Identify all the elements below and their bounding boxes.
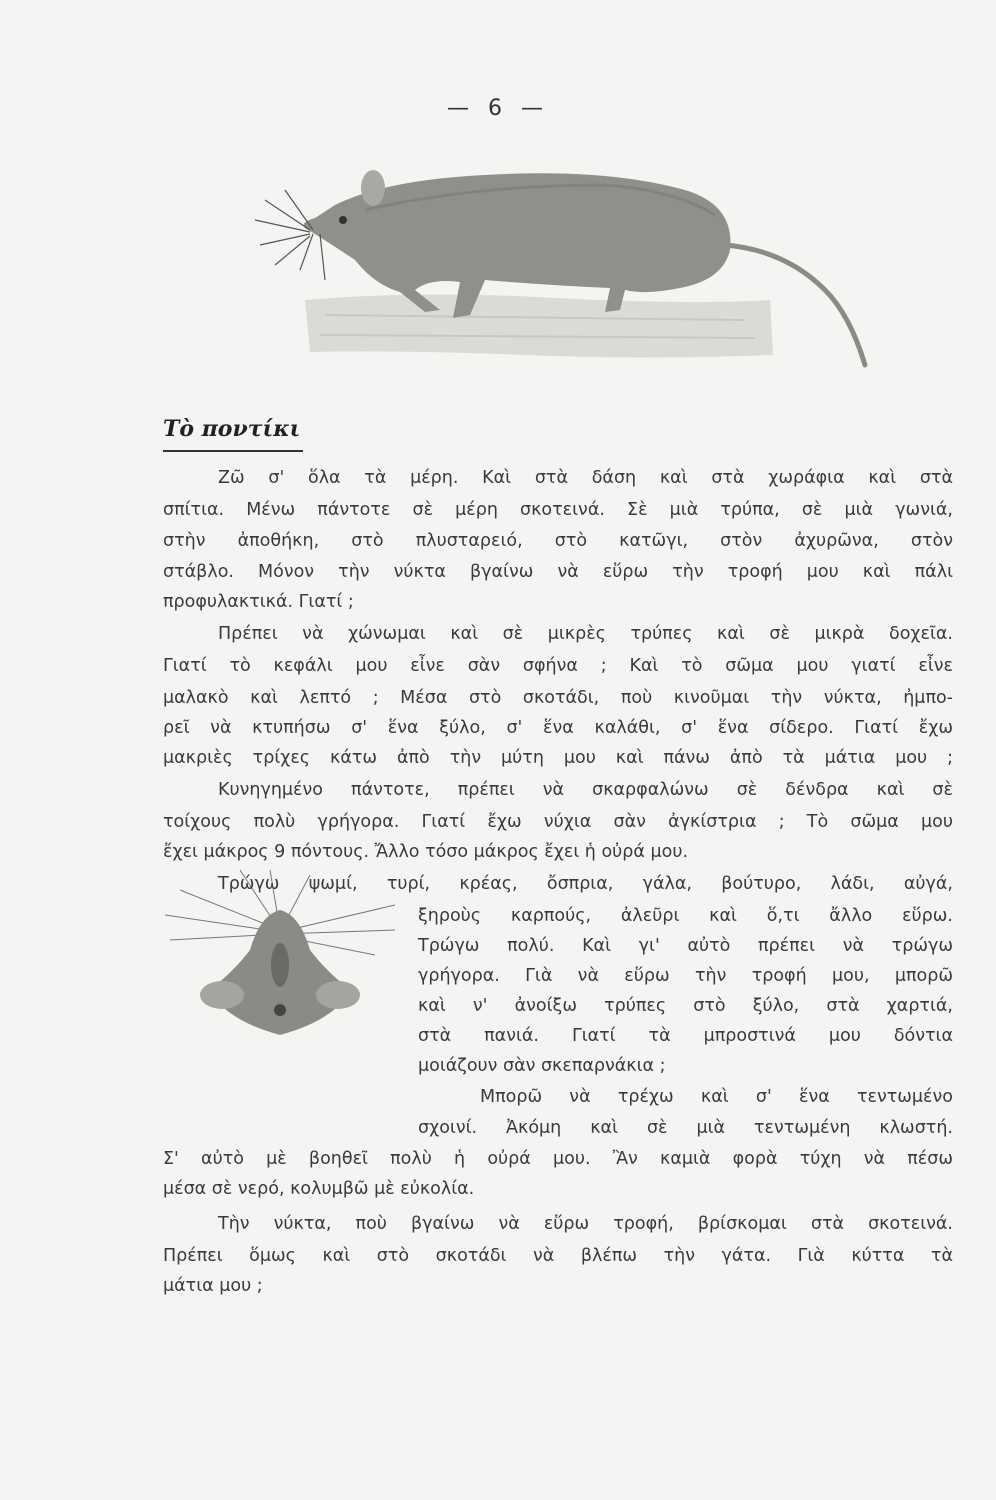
text-line: γρήγορα. Γιὰ νὰ εὕρω τὴν τροφή μου, μπορῶ bbox=[418, 966, 953, 986]
text-line: στάβλο. Μόνον τὴν νύκτα βγαίνω νὰ εὕρω τὴν τροφή μου καὶ πάλι bbox=[163, 562, 953, 582]
text-line: τοίχους πολὺ γρήγορα. Γιατί ἔχω νύχια σὰν ἀγκίστρια ; Τὸ σῶμα μου bbox=[163, 812, 953, 832]
text-line: ξηροὺς καρπούς, ἀλεῦρι καὶ ὅ,τι ἄλλο εὕρω. bbox=[418, 906, 953, 926]
text-line: Κυνηγημένο πάντοτε, πρέπει νὰ σκαρφαλώνω σὲ δένδρα καὶ σὲ bbox=[218, 780, 953, 800]
text-line: καὶ ν' ἀνοίξω τρύπες στὸ ξύλο, στὰ χαρτιά, bbox=[418, 996, 953, 1016]
text-line: μακριὲς τρίχες κάτω ἀπὸ τὴν μύτη μου καὶ πάνω ἀπὸ τὰ μάτια μου ; bbox=[163, 748, 953, 768]
text-line: μοιάζουν σὰν σκεπαρνάκια ; bbox=[418, 1056, 666, 1076]
text-line: μέσα σὲ νερό, κολυμβῶ μὲ εὐκολία. bbox=[163, 1179, 475, 1199]
text-line: στὰ πανιά. Γιατί τὰ μπροστινά μου δόντια bbox=[418, 1026, 953, 1046]
text-line: Γιατί τὸ κεφάλι μου εἶνε σὰν σφήνα ; Καὶ τὸ σῶμα μου γιατί εἶνε bbox=[163, 656, 953, 676]
text-line: μάτια μου ; bbox=[163, 1276, 263, 1296]
rat-illustration bbox=[225, 150, 885, 380]
text-line: ρεῖ νὰ κτυπήσω σ' ἕνα ξύλο, σ' ἕνα καλάθι, σ' ἕνα σίδερο. Γιατί ἔχω bbox=[163, 718, 953, 738]
text-line: Τὴν νύκτα, ποὺ βγαίνω νὰ εὕρω τροφή, βρίσκομαι στὰ σκοτεινά. bbox=[218, 1214, 953, 1234]
title-underline bbox=[163, 450, 303, 452]
text-line: ἔχει μάκρος 9 πόντους. Ἄλλο τόσο μάκρος ἔχει ἡ οὐρά μου. bbox=[163, 842, 689, 862]
text-line: προφυλακτικά. Γιατί ; bbox=[163, 592, 354, 612]
text-line: μαλακὸ καὶ λεπτό ; Μέσα στὸ σκοτάδι, ποὺ κινοῦμαι τὴν νύκτα, ἠμπο- bbox=[163, 688, 953, 708]
text-line: Σ' αὐτὸ μὲ βοηθεῖ πολὺ ἡ οὐρά μου. Ἂν καμιὰ φορὰ τύχη νὰ πέσω bbox=[163, 1149, 953, 1169]
text-line: Μπορῶ νὰ τρέχω καὶ σ' ἕνα τεντωμένο bbox=[480, 1087, 953, 1107]
text-line: στὴν ἀποθήκη, στὸ πλυσταρειό, στὸ κατῶγι, στὸν ἀχυρῶνα, στὸν bbox=[163, 531, 953, 551]
text-line: Πρέπει ὅμως καὶ στὸ σκοτάδι νὰ βλέπω τὴν γάτα. Γιὰ κύττα τὰ bbox=[163, 1246, 953, 1266]
text-line: σπίτια. Μένω πάντοτε σὲ μέρη σκοτεινά. Σὲ μιὰ τρύπα, σὲ μιὰ γωνιά, bbox=[163, 500, 953, 520]
text-line: σχοινί. Ἀκόμη καὶ σὲ μιὰ τεντωμένη κλωστή. bbox=[418, 1118, 953, 1138]
text-line: Τρώγω πολύ. Καὶ γι' αὐτὸ πρέπει νὰ τρώγω bbox=[418, 936, 953, 956]
text-line: Πρέπει νὰ χώνωμαι καὶ σὲ μικρὲς τρύπες καὶ σὲ μικρὰ δοχεῖα. bbox=[218, 624, 953, 644]
text-line: Τρώγω ψωμί, τυρί, κρέας, ὄσπρια, γάλα, βούτυρο, λάδι, αὐγά, bbox=[218, 874, 953, 894]
page-number: — 6 — bbox=[447, 96, 549, 121]
section-title: Τὸ ποντίκι bbox=[163, 416, 301, 442]
text-line: Ζῶ σ' ὅλα τὰ μέρη. Καὶ στὰ δάση καὶ στὰ χωράφια καὶ στὰ bbox=[218, 468, 953, 488]
